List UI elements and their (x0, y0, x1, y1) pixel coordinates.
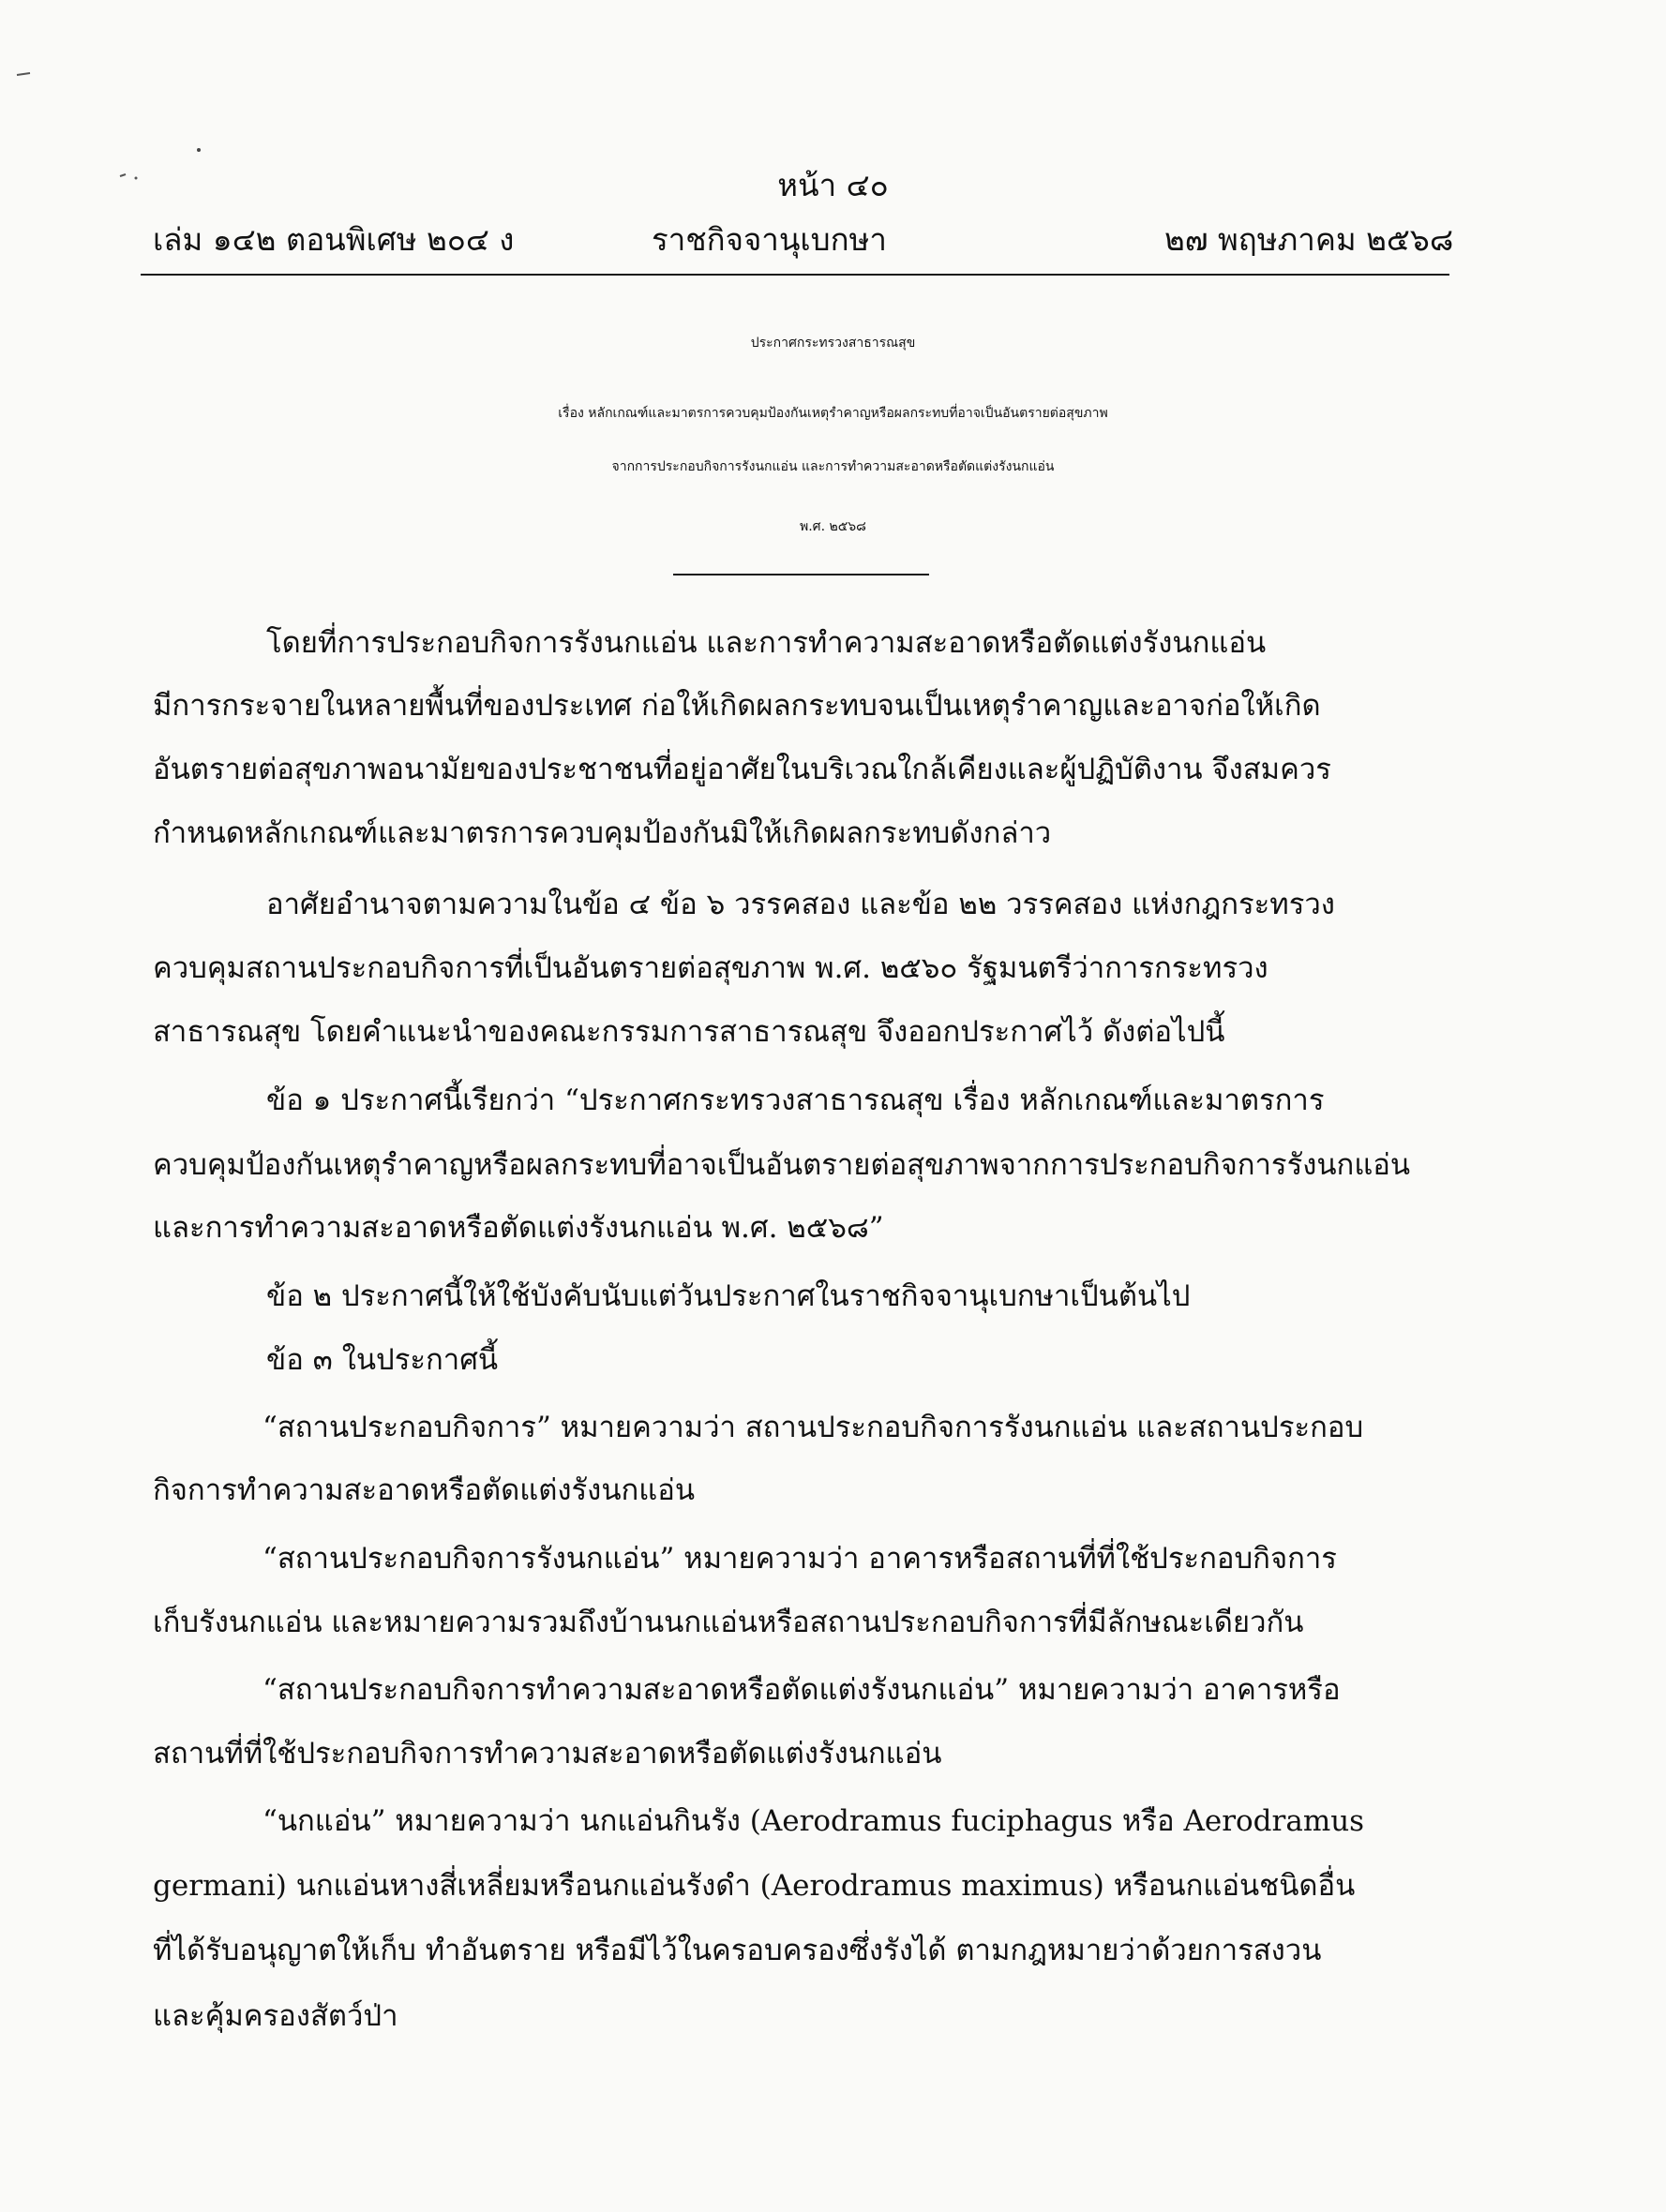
clause-3: ข้อ ๓ ในประกาศนี้ (266, 1343, 499, 1377)
gazette-name: ราชกิจจานุเบกษา (652, 221, 887, 258)
body-line: กำหนดหลักเกณฑ์และมาตรการควบคุมป้องกันมิให้เกิดผลกระทบดังกล่าว (153, 816, 1052, 850)
page-number: หน้า ๔๐ (777, 167, 889, 203)
subject-line: จากการประกอบกิจการรังนกแอ่น และการทำความสะอาดหรือตัดแต่งรังนกแอ่น (611, 459, 1055, 474)
body-line: ควบคุมป้องกันเหตุรำคาญหรือผลกระทบที่อาจเป็นอันตรายต่อสุขภาพจากการประกอบกิจการรังนกแอ่น (153, 1148, 1411, 1182)
announcement-title: ประกาศกระทรวงสาธารณสุข (750, 336, 916, 351)
body-line: อาศัยอำนาจตามความในข้อ ๔ ข้อ ๖ วรรคสอง และข้อ ๒๒ วรรคสอง แห่งกฎกระทรวง (266, 888, 1335, 921)
body-line: สถานที่ที่ใช้ประกอบกิจการทำความสะอาดหรือตัดแต่งรังนกแอ่น (153, 1737, 942, 1771)
body-line: และคุ้มครองสัตว์ป่า (153, 1999, 398, 2033)
body-line: ที่ได้รับอนุญาตให้เก็บ ทำอันตราย หรือมีไว้ในครอบครองซึ่งรังได้ ตามกฎหมายว่าด้วยการสงวน (153, 1934, 1322, 1967)
title-rule (673, 574, 929, 575)
body-line: ควบคุมสถานประกอบกิจการที่เป็นอันตรายต่อสุขภาพ พ.ศ. ๒๕๖๐ รัฐมนตรีว่าการกระทรวง (153, 951, 1268, 985)
header-rule (141, 274, 1449, 276)
subject-year: พ.ศ. ๒๕๖๘ (800, 519, 866, 534)
clause-1: ข้อ ๑ ประกาศนี้เรียกว่า “ประกาศกระทรวงสาธารณสุข เรื่อง หลักเกณฑ์และมาตรการ (266, 1084, 1325, 1117)
body-line: และการทำความสะอาดหรือตัดแต่งรังนกแอ่น พ.ศ. ๒๕๖๘” (153, 1211, 884, 1245)
definition-line: “สถานประกอบกิจการรังนกแอ่น” หมายความว่า อาคารหรือสถานที่ที่ใช้ประกอบกิจการ (263, 1542, 1337, 1576)
volume-issue: เล่ม ๑๔๒ ตอนพิเศษ ๒๐๔ ง (153, 221, 515, 258)
clause-2: ข้อ ๒ ประกาศนี้ให้ใช้บังคับนับแต่วันประกาศในราชกิจจานุเบกษาเป็นต้นไป (266, 1279, 1191, 1313)
definition-line: “นกแอ่น” หมายความว่า นกแอ่นกินรัง (Aerodramus fuciphagus หรือ Aerodramus (263, 1804, 1365, 1838)
body-line: กิจการทำความสะอาดหรือตัดแต่งรังนกแอ่น (153, 1473, 696, 1507)
body-line: germani) นกแอ่นหางสี่เหลี่ยมหรือนกแอ่นรังดำ (Aerodramus maximus) หรือนกแอ่นชนิดอื่น (153, 1869, 1356, 1903)
definition-line: “สถานประกอบกิจการทำความสะอาดหรือตัดแต่งรังนกแอ่น” หมายความว่า อาคารหรือ (263, 1673, 1341, 1707)
body-line: โดยที่การประกอบกิจการรังนกแอ่น และการทำความสะอาดหรือตัดแต่งรังนกแอ่น (266, 626, 1267, 660)
body-line: มีการกระจายในหลายพื้นที่ของประเทศ ก่อให้เกิดผลกระทบจนเป็นเหตุรำคาญและอาจก่อให้เกิด (153, 689, 1321, 723)
publication-date: ๒๗ พฤษภาคม ๒๕๖๘ (1164, 221, 1454, 258)
subject-line: เรื่อง หลักเกณฑ์และมาตรการควบคุมป้องกันเหตุรำคาญหรือผลกระทบที่อาจเป็นอันตรายต่อสุขภาพ (558, 406, 1108, 421)
definition-line: “สถานประกอบกิจการ” หมายความว่า สถานประกอบกิจการรังนกแอ่น และสถานประกอบ (263, 1411, 1364, 1444)
body-line: สาธารณสุข โดยคำแนะนำของคณะกรรมการสาธารณสุข จึงออกประกาศไว้ ดังต่อไปนี้ (153, 1015, 1225, 1049)
body-line: เก็บรังนกแอ่น และหมายความรวมถึงบ้านนกแอ่นหรือสถานประกอบกิจการที่มีลักษณะเดียวกัน (153, 1606, 1304, 1639)
body-line: อันตรายต่อสุขภาพอนามัยของประชาชนที่อยู่อาศัยในบริเวณใกล้เคียงและผู้ปฏิบัติงาน จึงสมควร (153, 753, 1331, 786)
